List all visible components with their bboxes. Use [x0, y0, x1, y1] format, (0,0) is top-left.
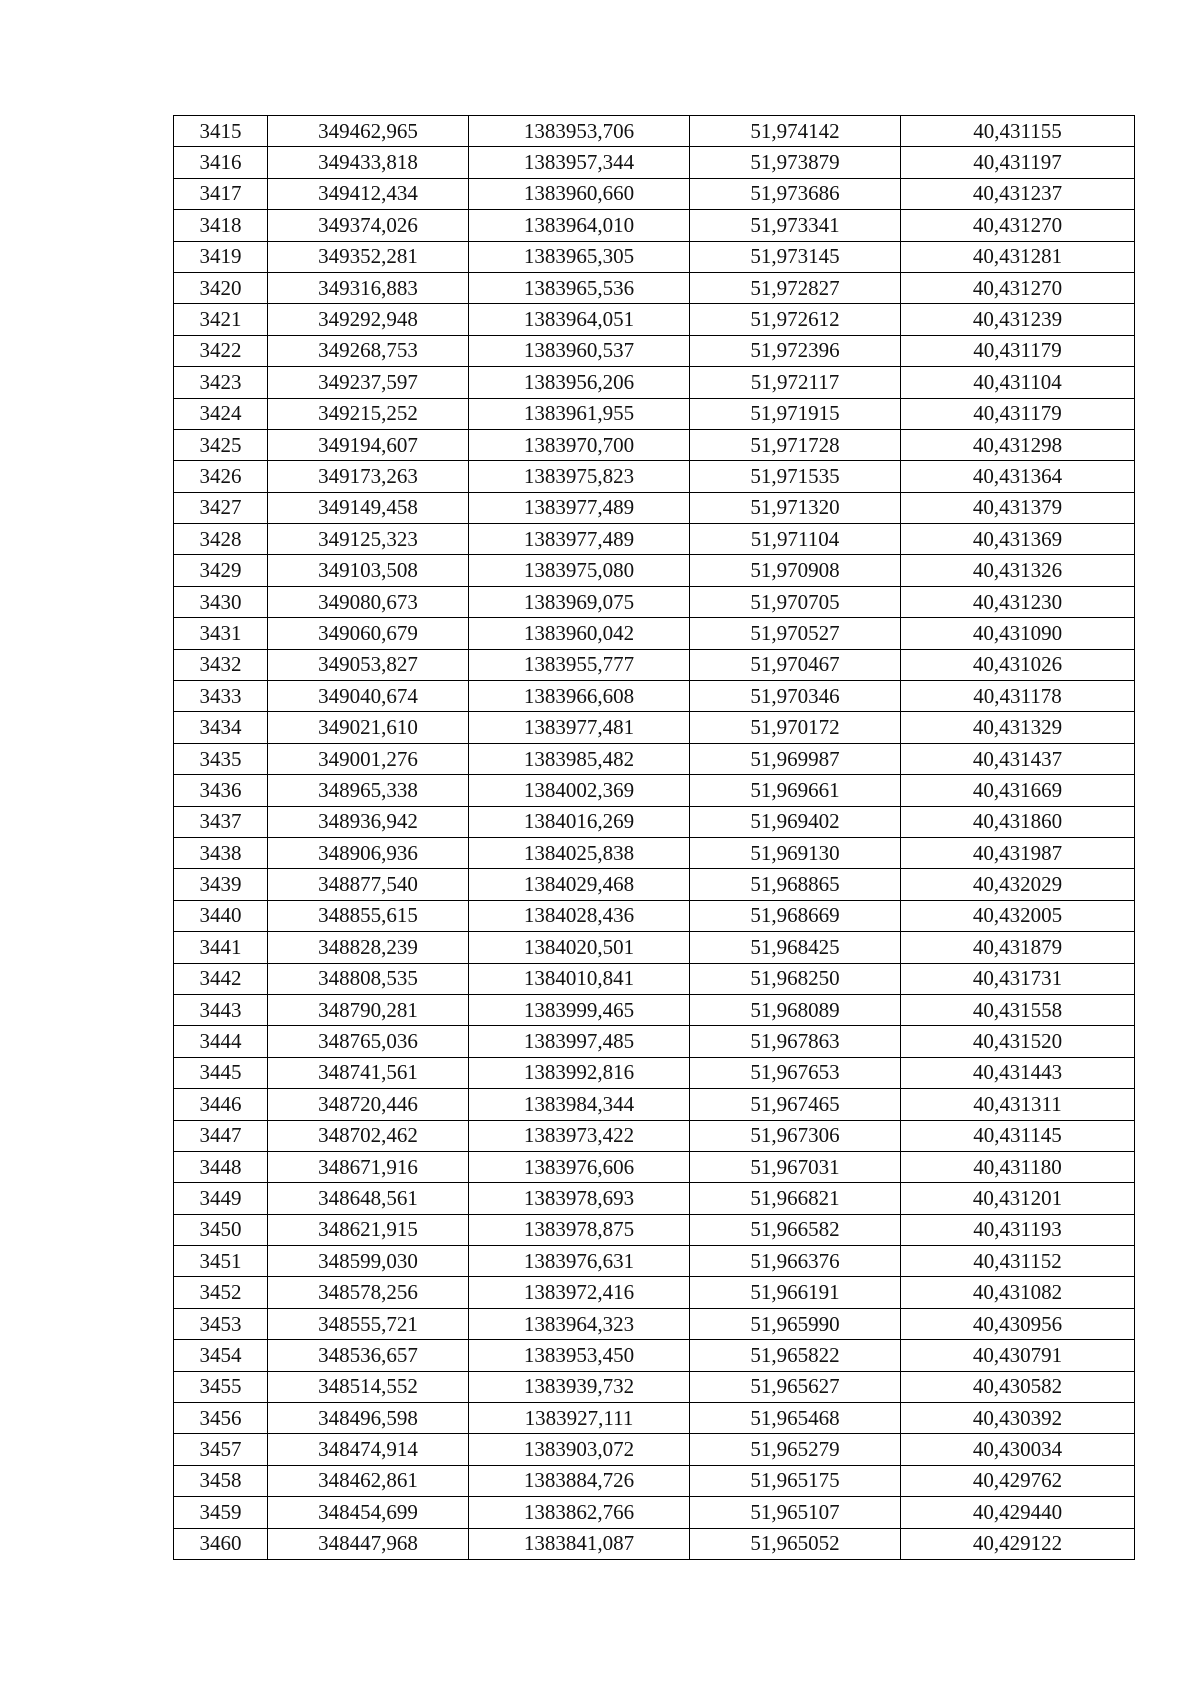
y-coordinate-cell: 1384002,369: [469, 775, 690, 806]
point-number-cell: 3437: [174, 806, 268, 837]
point-number-cell: 3455: [174, 1371, 268, 1402]
table-row: [174, 586, 1135, 617]
point-number-cell: 3428: [174, 524, 268, 555]
table-row: [174, 1057, 1135, 1088]
table-row: [174, 837, 1135, 868]
table-row: [174, 618, 1135, 649]
y-coordinate-cell: 1383957,344: [469, 147, 690, 178]
point-number-cell: 3456: [174, 1403, 268, 1434]
latitude-cell: 51,967465: [690, 1089, 901, 1120]
latitude-cell: 51,965279: [690, 1434, 901, 1465]
y-coordinate-cell: 1383970,700: [469, 429, 690, 460]
longitude-cell: 40,431298: [901, 429, 1135, 460]
table-row: [174, 241, 1135, 272]
longitude-cell: 40,431104: [901, 367, 1135, 398]
x-coordinate-cell: 348671,916: [268, 1151, 469, 1182]
y-coordinate-cell: 1383969,075: [469, 586, 690, 617]
point-number-cell: 3435: [174, 743, 268, 774]
point-number-cell: 3429: [174, 555, 268, 586]
latitude-cell: 51,973686: [690, 178, 901, 209]
point-number-cell: 3447: [174, 1120, 268, 1151]
latitude-cell: 51,969661: [690, 775, 901, 806]
longitude-cell: 40,431437: [901, 743, 1135, 774]
y-coordinate-cell: 1383977,481: [469, 712, 690, 743]
y-coordinate-cell: 1383978,693: [469, 1183, 690, 1214]
x-coordinate-cell: 348965,338: [268, 775, 469, 806]
point-number-cell: 3439: [174, 869, 268, 900]
y-coordinate-cell: 1383841,087: [469, 1528, 690, 1559]
latitude-cell: 51,972612: [690, 304, 901, 335]
longitude-cell: 40,429762: [901, 1465, 1135, 1496]
x-coordinate-cell: 349173,263: [268, 461, 469, 492]
latitude-cell: 51,970467: [690, 649, 901, 680]
table-row: [174, 1434, 1135, 1465]
y-coordinate-cell: 1384029,468: [469, 869, 690, 900]
x-coordinate-cell: 348536,657: [268, 1340, 469, 1371]
x-coordinate-cell: 349374,026: [268, 210, 469, 241]
table-row: [174, 304, 1135, 335]
y-coordinate-cell: 1383960,042: [469, 618, 690, 649]
y-coordinate-cell: 1383927,111: [469, 1403, 690, 1434]
table-row: [174, 429, 1135, 460]
x-coordinate-cell: 348906,936: [268, 837, 469, 868]
table-row: [174, 869, 1135, 900]
y-coordinate-cell: 1383972,416: [469, 1277, 690, 1308]
latitude-cell: 51,966821: [690, 1183, 901, 1214]
longitude-cell: 40,432005: [901, 900, 1135, 931]
y-coordinate-cell: 1383961,955: [469, 398, 690, 429]
y-coordinate-cell: 1383997,485: [469, 1026, 690, 1057]
x-coordinate-cell: 348765,036: [268, 1026, 469, 1057]
latitude-cell: 51,968865: [690, 869, 901, 900]
x-coordinate-cell: 348514,552: [268, 1371, 469, 1402]
table-row: [174, 1214, 1135, 1245]
x-coordinate-cell: 348555,721: [268, 1308, 469, 1339]
point-number-cell: 3441: [174, 932, 268, 963]
x-coordinate-cell: 349149,458: [268, 492, 469, 523]
longitude-cell: 40,431369: [901, 524, 1135, 555]
longitude-cell: 40,431379: [901, 492, 1135, 523]
table-row: [174, 492, 1135, 523]
y-coordinate-cell: 1383984,344: [469, 1089, 690, 1120]
point-number-cell: 3448: [174, 1151, 268, 1182]
y-coordinate-cell: 1384010,841: [469, 963, 690, 994]
x-coordinate-cell: 349462,965: [268, 116, 469, 147]
x-coordinate-cell: 349125,323: [268, 524, 469, 555]
longitude-cell: 40,431239: [901, 304, 1135, 335]
x-coordinate-cell: 348828,239: [268, 932, 469, 963]
x-coordinate-cell: 349080,673: [268, 586, 469, 617]
latitude-cell: 51,969130: [690, 837, 901, 868]
latitude-cell: 51,969987: [690, 743, 901, 774]
table-row: [174, 649, 1135, 680]
longitude-cell: 40,430956: [901, 1308, 1135, 1339]
y-coordinate-cell: 1383955,777: [469, 649, 690, 680]
latitude-cell: 51,969402: [690, 806, 901, 837]
table-row: [174, 743, 1135, 774]
point-number-cell: 3450: [174, 1214, 268, 1245]
point-number-cell: 3460: [174, 1528, 268, 1559]
latitude-cell: 51,965052: [690, 1528, 901, 1559]
table-row: [174, 461, 1135, 492]
longitude-cell: 40,430582: [901, 1371, 1135, 1402]
x-coordinate-cell: 349021,610: [268, 712, 469, 743]
x-coordinate-cell: 349268,753: [268, 335, 469, 366]
point-number-cell: 3446: [174, 1089, 268, 1120]
x-coordinate-cell: 348790,281: [268, 994, 469, 1025]
latitude-cell: 51,967306: [690, 1120, 901, 1151]
y-coordinate-cell: 1383975,823: [469, 461, 690, 492]
point-number-cell: 3451: [174, 1246, 268, 1277]
x-coordinate-cell: 348621,915: [268, 1214, 469, 1245]
y-coordinate-cell: 1383964,323: [469, 1308, 690, 1339]
table-row: [174, 681, 1135, 712]
latitude-cell: 51,971535: [690, 461, 901, 492]
x-coordinate-cell: 349352,281: [268, 241, 469, 272]
table-row: [174, 775, 1135, 806]
y-coordinate-cell: 1383960,660: [469, 178, 690, 209]
table-row: [174, 1246, 1135, 1277]
point-number-cell: 3453: [174, 1308, 268, 1339]
table-row: [174, 178, 1135, 209]
x-coordinate-cell: 348454,699: [268, 1497, 469, 1528]
x-coordinate-cell: 348741,561: [268, 1057, 469, 1088]
point-number-cell: 3443: [174, 994, 268, 1025]
latitude-cell: 51,966191: [690, 1277, 901, 1308]
latitude-cell: 51,971728: [690, 429, 901, 460]
point-number-cell: 3445: [174, 1057, 268, 1088]
point-number-cell: 3416: [174, 147, 268, 178]
longitude-cell: 40,431090: [901, 618, 1135, 649]
y-coordinate-cell: 1383999,465: [469, 994, 690, 1025]
table-row: [174, 1308, 1135, 1339]
longitude-cell: 40,431145: [901, 1120, 1135, 1151]
x-coordinate-cell: 348702,462: [268, 1120, 469, 1151]
longitude-cell: 40,430392: [901, 1403, 1135, 1434]
y-coordinate-cell: 1383976,631: [469, 1246, 690, 1277]
longitude-cell: 40,431987: [901, 837, 1135, 868]
longitude-cell: 40,431731: [901, 963, 1135, 994]
point-number-cell: 3436: [174, 775, 268, 806]
point-number-cell: 3444: [174, 1026, 268, 1057]
latitude-cell: 51,971915: [690, 398, 901, 429]
longitude-cell: 40,431082: [901, 1277, 1135, 1308]
table-row: [174, 1026, 1135, 1057]
y-coordinate-cell: 1383964,051: [469, 304, 690, 335]
point-number-cell: 3427: [174, 492, 268, 523]
latitude-cell: 51,968089: [690, 994, 901, 1025]
y-coordinate-cell: 1383992,816: [469, 1057, 690, 1088]
table-row: [174, 1151, 1135, 1182]
point-number-cell: 3425: [174, 429, 268, 460]
y-coordinate-cell: 1383976,606: [469, 1151, 690, 1182]
y-coordinate-cell: 1383965,536: [469, 272, 690, 303]
table-row: [174, 210, 1135, 241]
x-coordinate-cell: 348648,561: [268, 1183, 469, 1214]
longitude-cell: 40,431311: [901, 1089, 1135, 1120]
x-coordinate-cell: 348599,030: [268, 1246, 469, 1277]
longitude-cell: 40,431558: [901, 994, 1135, 1025]
table-row: [174, 1089, 1135, 1120]
point-number-cell: 3430: [174, 586, 268, 617]
point-number-cell: 3426: [174, 461, 268, 492]
latitude-cell: 51,971104: [690, 524, 901, 555]
latitude-cell: 51,970705: [690, 586, 901, 617]
point-number-cell: 3421: [174, 304, 268, 335]
x-coordinate-cell: 349001,276: [268, 743, 469, 774]
table-row: [174, 1371, 1135, 1402]
latitude-cell: 51,968250: [690, 963, 901, 994]
table-row: [174, 272, 1135, 303]
x-coordinate-cell: 349053,827: [268, 649, 469, 680]
table-row: [174, 806, 1135, 837]
latitude-cell: 51,965627: [690, 1371, 901, 1402]
x-coordinate-cell: 349060,679: [268, 618, 469, 649]
table-row: [174, 116, 1135, 147]
latitude-cell: 51,965468: [690, 1403, 901, 1434]
x-coordinate-cell: 349412,434: [268, 178, 469, 209]
y-coordinate-cell: 1383862,766: [469, 1497, 690, 1528]
x-coordinate-cell: 348720,446: [268, 1089, 469, 1120]
longitude-cell: 40,429440: [901, 1497, 1135, 1528]
y-coordinate-cell: 1383978,875: [469, 1214, 690, 1245]
longitude-cell: 40,431669: [901, 775, 1135, 806]
y-coordinate-cell: 1384025,838: [469, 837, 690, 868]
table-row: [174, 1403, 1135, 1434]
table-row: [174, 1120, 1135, 1151]
latitude-cell: 51,970346: [690, 681, 901, 712]
latitude-cell: 51,966582: [690, 1214, 901, 1245]
longitude-cell: 40,429122: [901, 1528, 1135, 1559]
longitude-cell: 40,431193: [901, 1214, 1135, 1245]
latitude-cell: 51,965990: [690, 1308, 901, 1339]
longitude-cell: 40,431201: [901, 1183, 1135, 1214]
table-row: [174, 994, 1135, 1025]
longitude-cell: 40,431026: [901, 649, 1135, 680]
longitude-cell: 40,431443: [901, 1057, 1135, 1088]
longitude-cell: 40,431230: [901, 586, 1135, 617]
x-coordinate-cell: 349040,674: [268, 681, 469, 712]
latitude-cell: 51,965107: [690, 1497, 901, 1528]
latitude-cell: 51,965175: [690, 1465, 901, 1496]
y-coordinate-cell: 1384020,501: [469, 932, 690, 963]
longitude-cell: 40,431364: [901, 461, 1135, 492]
table-row: [174, 398, 1135, 429]
latitude-cell: 51,972827: [690, 272, 901, 303]
latitude-cell: 51,968425: [690, 932, 901, 963]
table-row: [174, 367, 1135, 398]
longitude-cell: 40,431270: [901, 210, 1135, 241]
longitude-cell: 40,430034: [901, 1434, 1135, 1465]
latitude-cell: 51,970527: [690, 618, 901, 649]
y-coordinate-cell: 1383977,489: [469, 524, 690, 555]
y-coordinate-cell: 1383960,537: [469, 335, 690, 366]
y-coordinate-cell: 1384016,269: [469, 806, 690, 837]
y-coordinate-cell: 1383985,482: [469, 743, 690, 774]
table-row: [174, 1340, 1135, 1371]
point-number-cell: 3454: [174, 1340, 268, 1371]
point-number-cell: 3449: [174, 1183, 268, 1214]
table-row: [174, 1497, 1135, 1528]
point-number-cell: 3422: [174, 335, 268, 366]
longitude-cell: 40,431237: [901, 178, 1135, 209]
y-coordinate-cell: 1383966,608: [469, 681, 690, 712]
y-coordinate-cell: 1383977,489: [469, 492, 690, 523]
latitude-cell: 51,966376: [690, 1246, 901, 1277]
point-number-cell: 3420: [174, 272, 268, 303]
latitude-cell: 51,968669: [690, 900, 901, 931]
longitude-cell: 40,431152: [901, 1246, 1135, 1277]
longitude-cell: 40,431520: [901, 1026, 1135, 1057]
y-coordinate-cell: 1383884,726: [469, 1465, 690, 1496]
y-coordinate-cell: 1383973,422: [469, 1120, 690, 1151]
latitude-cell: 51,973341: [690, 210, 901, 241]
x-coordinate-cell: 349215,252: [268, 398, 469, 429]
latitude-cell: 51,973145: [690, 241, 901, 272]
y-coordinate-cell: 1383975,080: [469, 555, 690, 586]
longitude-cell: 40,431860: [901, 806, 1135, 837]
point-number-cell: 3418: [174, 210, 268, 241]
point-number-cell: 3423: [174, 367, 268, 398]
y-coordinate-cell: 1383903,072: [469, 1434, 690, 1465]
table-row: [174, 555, 1135, 586]
table-row: [174, 335, 1135, 366]
latitude-cell: 51,972396: [690, 335, 901, 366]
x-coordinate-cell: 349292,948: [268, 304, 469, 335]
x-coordinate-cell: 348877,540: [268, 869, 469, 900]
x-coordinate-cell: 348855,615: [268, 900, 469, 931]
longitude-cell: 40,431179: [901, 335, 1135, 366]
y-coordinate-cell: 1383965,305: [469, 241, 690, 272]
point-number-cell: 3452: [174, 1277, 268, 1308]
latitude-cell: 51,967653: [690, 1057, 901, 1088]
latitude-cell: 51,973879: [690, 147, 901, 178]
x-coordinate-cell: 349103,508: [268, 555, 469, 586]
longitude-cell: 40,431179: [901, 398, 1135, 429]
table-row: [174, 712, 1135, 743]
y-coordinate-cell: 1384028,436: [469, 900, 690, 931]
longitude-cell: 40,431180: [901, 1151, 1135, 1182]
point-number-cell: 3440: [174, 900, 268, 931]
x-coordinate-cell: 348496,598: [268, 1403, 469, 1434]
x-coordinate-cell: 348808,535: [268, 963, 469, 994]
table-row: [174, 900, 1135, 931]
point-number-cell: 3417: [174, 178, 268, 209]
x-coordinate-cell: 348936,942: [268, 806, 469, 837]
table-row: [174, 963, 1135, 994]
point-number-cell: 3433: [174, 681, 268, 712]
longitude-cell: 40,431879: [901, 932, 1135, 963]
x-coordinate-cell: 349316,883: [268, 272, 469, 303]
y-coordinate-cell: 1383956,206: [469, 367, 690, 398]
y-coordinate-cell: 1383939,732: [469, 1371, 690, 1402]
x-coordinate-cell: 348447,968: [268, 1528, 469, 1559]
latitude-cell: 51,972117: [690, 367, 901, 398]
point-number-cell: 3424: [174, 398, 268, 429]
table-row: [174, 1465, 1135, 1496]
coordinates-table: [173, 115, 1135, 1560]
point-number-cell: 3432: [174, 649, 268, 680]
longitude-cell: 40,431281: [901, 241, 1135, 272]
point-number-cell: 3459: [174, 1497, 268, 1528]
x-coordinate-cell: 349194,607: [268, 429, 469, 460]
longitude-cell: 40,431326: [901, 555, 1135, 586]
longitude-cell: 40,431197: [901, 147, 1135, 178]
longitude-cell: 40,432029: [901, 869, 1135, 900]
y-coordinate-cell: 1383953,706: [469, 116, 690, 147]
latitude-cell: 51,970172: [690, 712, 901, 743]
y-coordinate-cell: 1383953,450: [469, 1340, 690, 1371]
x-coordinate-cell: 348578,256: [268, 1277, 469, 1308]
table-row: [174, 932, 1135, 963]
longitude-cell: 40,431270: [901, 272, 1135, 303]
y-coordinate-cell: 1383964,010: [469, 210, 690, 241]
point-number-cell: 3415: [174, 116, 268, 147]
table-row: [174, 1528, 1135, 1559]
point-number-cell: 3458: [174, 1465, 268, 1496]
point-number-cell: 3419: [174, 241, 268, 272]
latitude-cell: 51,970908: [690, 555, 901, 586]
latitude-cell: 51,967031: [690, 1151, 901, 1182]
point-number-cell: 3431: [174, 618, 268, 649]
table-row: [174, 1183, 1135, 1214]
longitude-cell: 40,430791: [901, 1340, 1135, 1371]
x-coordinate-cell: 348462,861: [268, 1465, 469, 1496]
x-coordinate-cell: 349237,597: [268, 367, 469, 398]
table-row: [174, 1277, 1135, 1308]
x-coordinate-cell: 349433,818: [268, 147, 469, 178]
point-number-cell: 3438: [174, 837, 268, 868]
latitude-cell: 51,974142: [690, 116, 901, 147]
point-number-cell: 3457: [174, 1434, 268, 1465]
longitude-cell: 40,431329: [901, 712, 1135, 743]
x-coordinate-cell: 348474,914: [268, 1434, 469, 1465]
longitude-cell: 40,431178: [901, 681, 1135, 712]
point-number-cell: 3442: [174, 963, 268, 994]
latitude-cell: 51,971320: [690, 492, 901, 523]
latitude-cell: 51,967863: [690, 1026, 901, 1057]
point-number-cell: 3434: [174, 712, 268, 743]
table-row: [174, 147, 1135, 178]
coordinates-table-body: [174, 116, 1135, 1560]
longitude-cell: 40,431155: [901, 116, 1135, 147]
table-row: [174, 524, 1135, 555]
latitude-cell: 51,965822: [690, 1340, 901, 1371]
